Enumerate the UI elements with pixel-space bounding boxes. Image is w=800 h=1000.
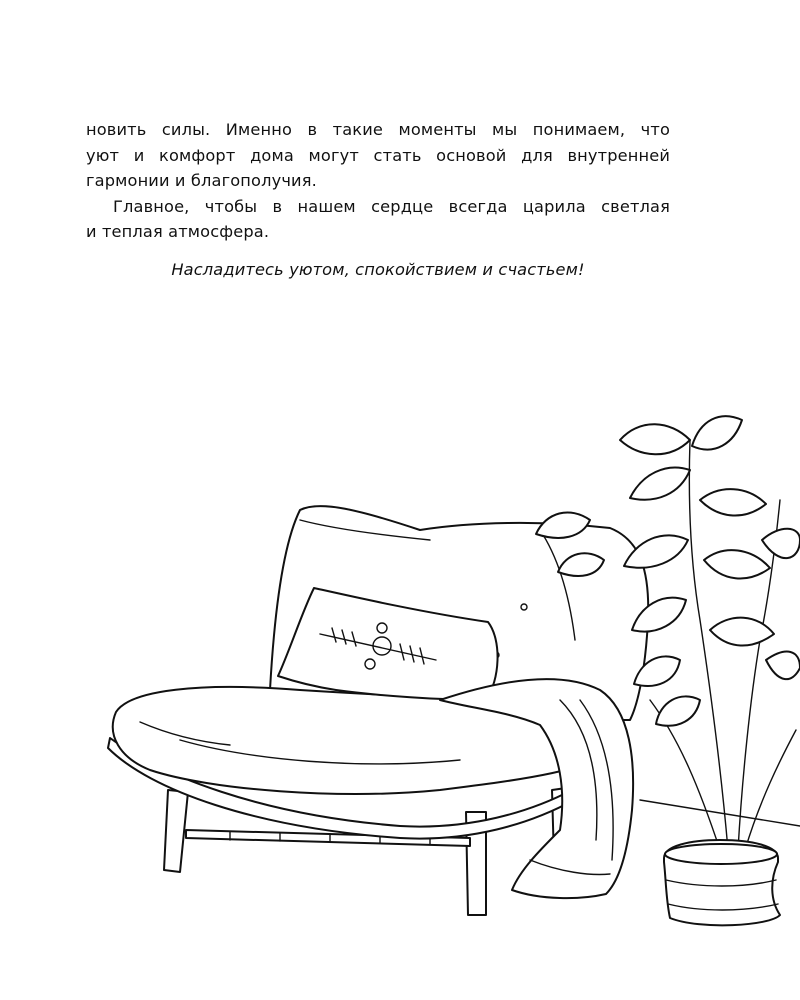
plant-pot [664,840,780,925]
coloring-illustration [0,380,800,1000]
wall-line [640,800,800,826]
text-line: Главное, чтобы в нашем сердце всегда царила светлая [113,196,670,216]
closing-line: Насладитесь уютом, спокойствием и счастьем! [171,259,585,279]
page-text [86,117,670,282]
text-line: и теплая атмосфера. [86,222,270,241]
armchair-plant-drawing [0,380,800,1000]
paragraph-1 [86,117,670,194]
text-line: уют и комфорт дома могут стать основой для внутренней [86,145,670,165]
text-line: новить силы. Именно в такие моменты мы понимаем, что [86,120,670,139]
paragraph-2 [86,194,670,245]
text-line: гармонии и благополучия. [86,171,317,190]
